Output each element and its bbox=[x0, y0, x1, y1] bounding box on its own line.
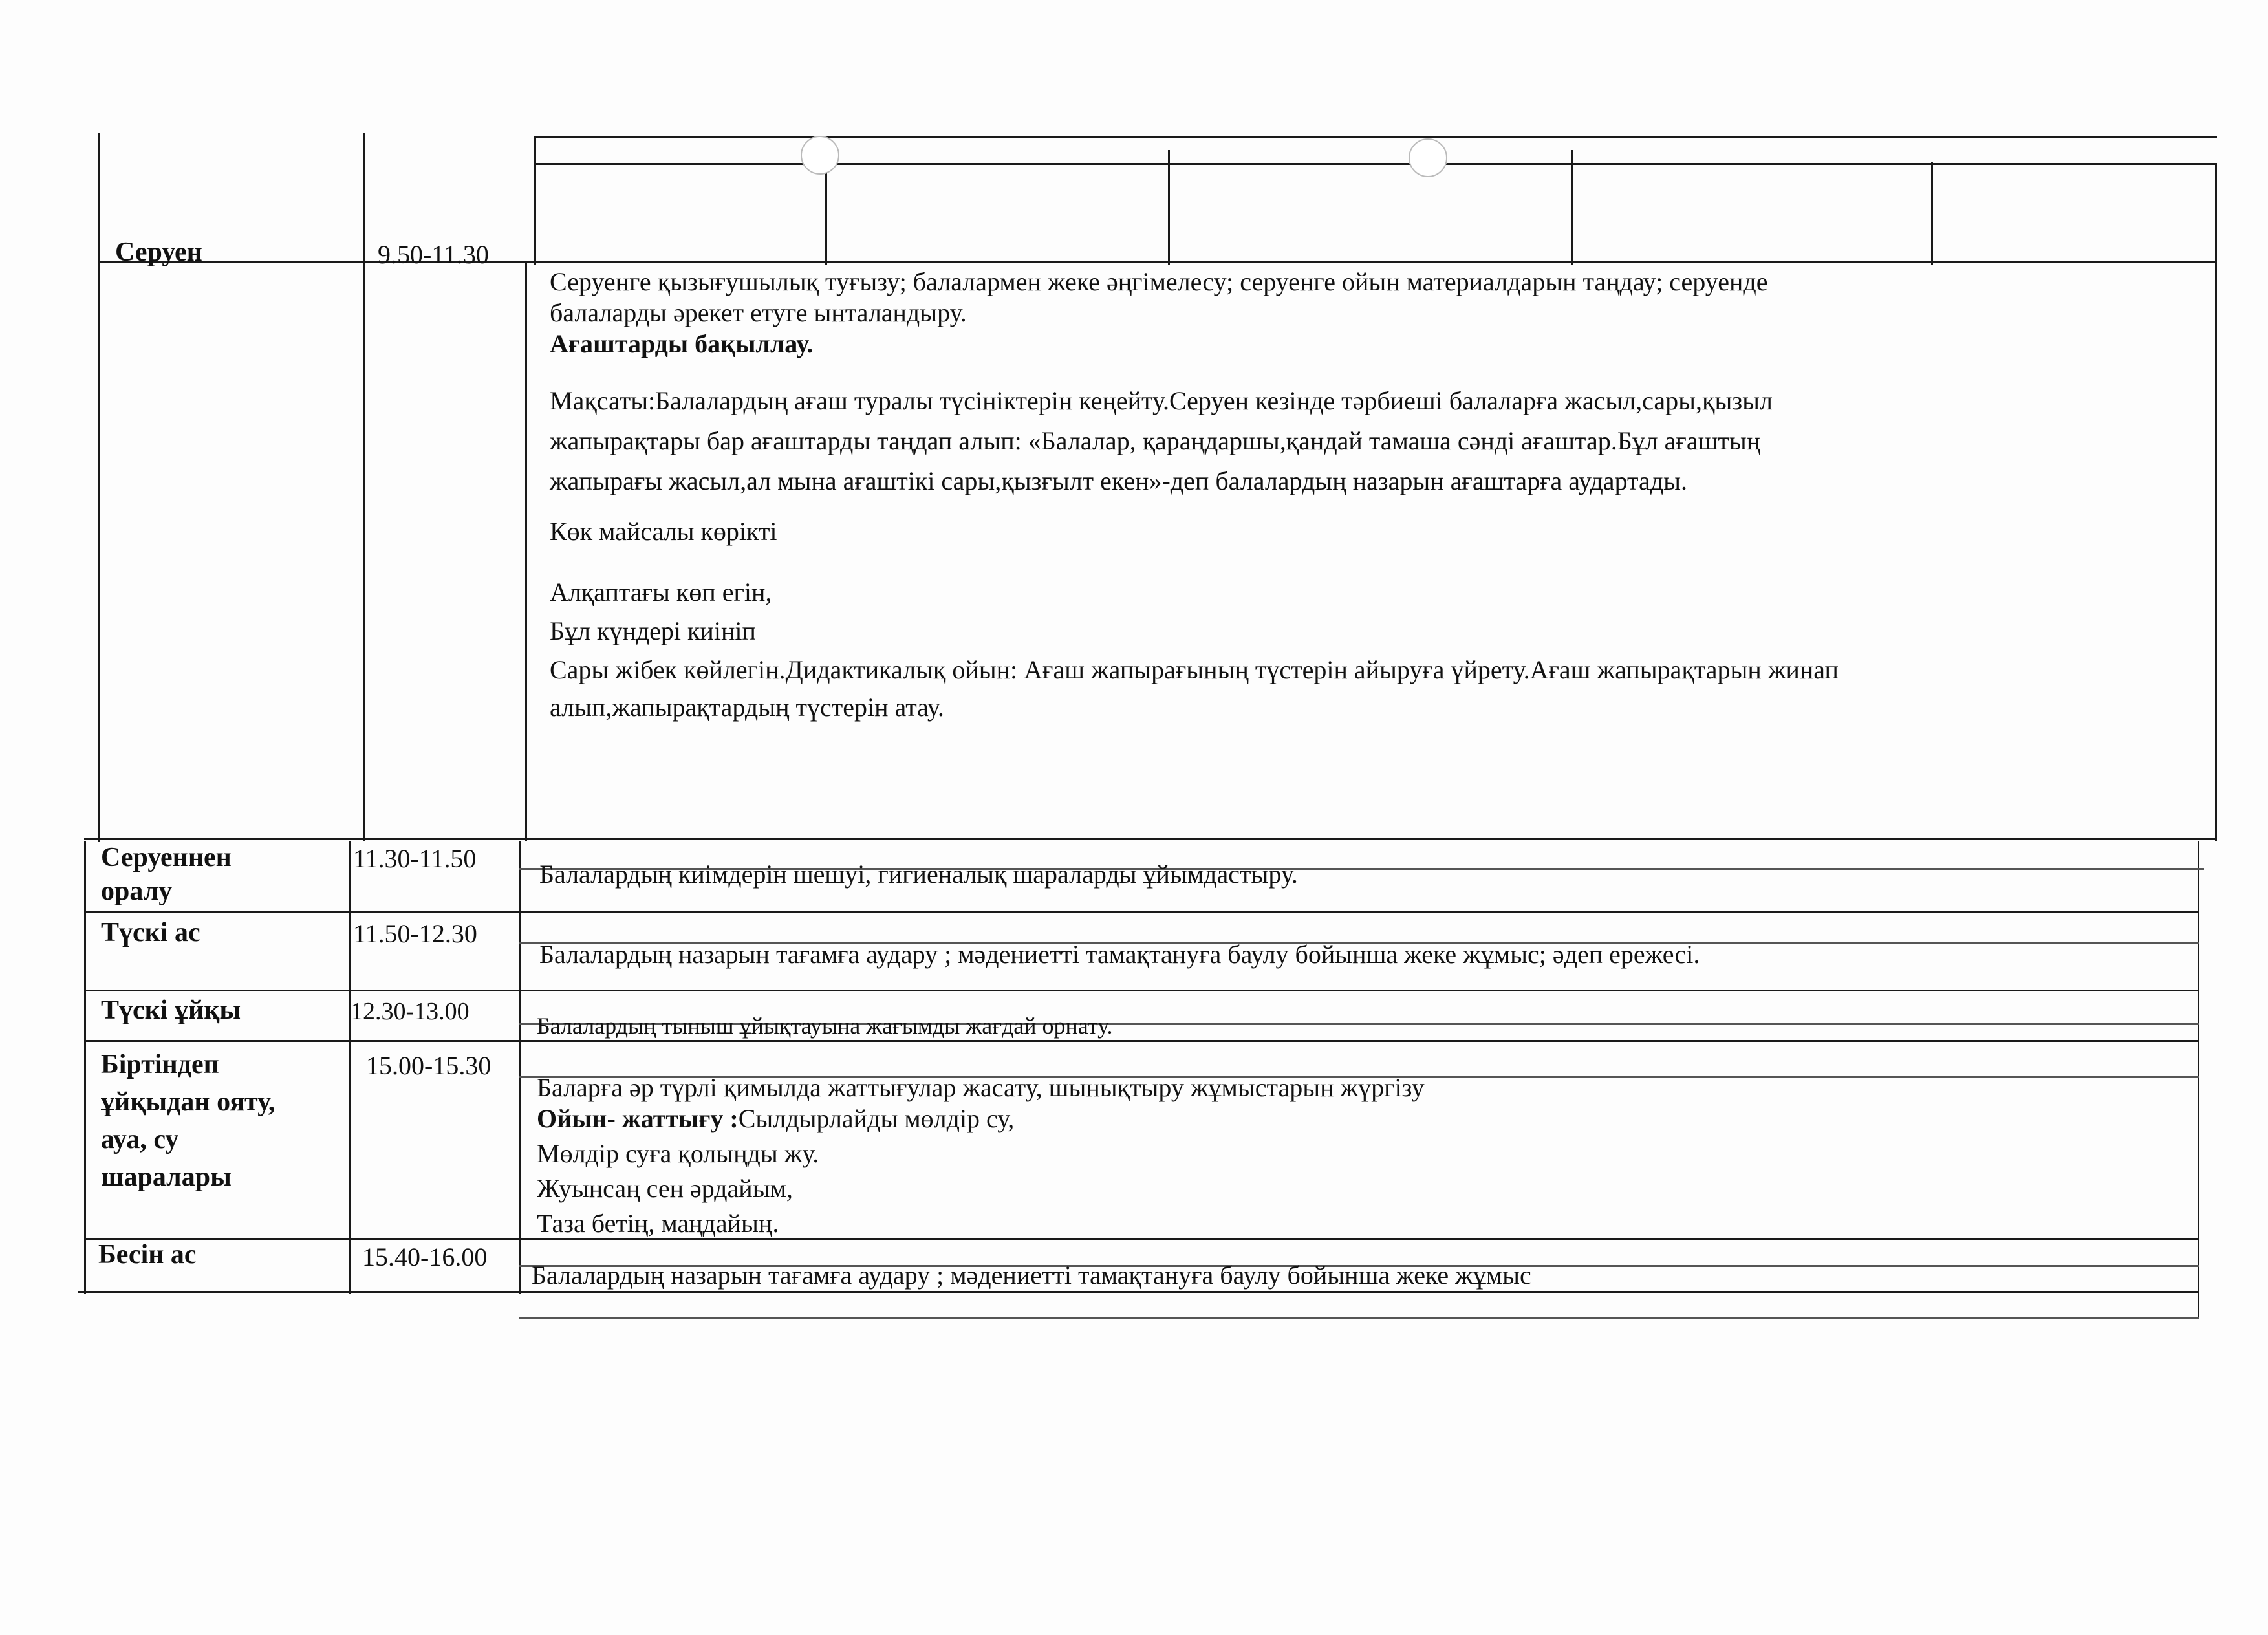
text-col-left-rule-lower bbox=[519, 841, 521, 1294]
row-text-lunch: Балалардың назарын тағамға аудару ; мәдениетті тамақтануға баулу бойынша жеке жұмыс; әдеп ережесі. bbox=[539, 940, 1700, 969]
header-col-2-rule bbox=[825, 167, 827, 265]
header-col-4-rule bbox=[1571, 150, 1573, 265]
text-line bbox=[537, 1103, 1425, 1134]
poem-line: Алқаптағы көп егін, bbox=[550, 578, 772, 607]
row-rule bbox=[84, 911, 2199, 913]
table-right-rule bbox=[2215, 262, 2217, 841]
poem-line: Бұл күндері киініп bbox=[550, 616, 756, 645]
table-left-rule bbox=[98, 133, 100, 842]
row-rule bbox=[84, 1040, 2199, 1042]
header-top-rule bbox=[535, 136, 2217, 138]
text-line: Серуенге қызығушылық туғызу; балалармен жеке әңгімелесу; серуенге ойын материалдарын таңдау; серуенде bbox=[550, 267, 1768, 296]
row-text-nap: Балалардың тыныш ұйықтауына жағымды жағдай орнату. bbox=[537, 1013, 1113, 1039]
time-col-left-rule-lower bbox=[349, 841, 351, 1294]
poem-line: Көк майсалы көрікті bbox=[550, 517, 777, 546]
row-label-lunch: Түскі ас bbox=[101, 918, 200, 947]
row-time-nap: 12.30-13.00 bbox=[351, 998, 470, 1025]
row-rule bbox=[84, 838, 2217, 840]
text-line: жапырағы жасыл,ал мына ағаштікі сары,қызғылт екен»-деп балалардың назарын ағаштарға аудартады. bbox=[550, 466, 1687, 495]
row-label-return bbox=[101, 841, 232, 908]
time-col-left-rule bbox=[363, 133, 365, 841]
game-text: Сылдырлайды мөлдір су, bbox=[738, 1104, 1015, 1133]
row-time-lunch: 11.50-12.30 bbox=[353, 919, 477, 948]
row-label-nap: Түскі ұйқы bbox=[101, 995, 241, 1025]
header-inner-top-rule bbox=[534, 163, 2217, 165]
table-bottom-rule bbox=[78, 1291, 2199, 1293]
text-line: Таза бетің, маңдайың. bbox=[537, 1209, 779, 1238]
row-text-snack: Балалардың назарын тағамға аудару ; мәдениетті тамақтануға баулу бойынша жеке жұмыс bbox=[532, 1261, 1531, 1290]
header-col-5-rule bbox=[1931, 162, 1933, 265]
text-line: Жуынсаң сен әрдайым, bbox=[537, 1174, 793, 1203]
row-text-seruen bbox=[550, 266, 1839, 723]
row-time-seruen: 9.50-11.30 bbox=[378, 240, 489, 269]
text-line: Мөлдір суға қолыңды жу. bbox=[537, 1139, 819, 1168]
row-time-return: 11.30-11.50 bbox=[353, 844, 477, 873]
table-bottom-subrule bbox=[519, 1317, 2199, 1319]
row-time-snack: 15.40-16.00 bbox=[362, 1242, 488, 1272]
header-right-rule bbox=[2215, 163, 2217, 265]
poem-line: Сары жібек көйлегін.Дидактикалық ойын: Ағаш жапырағының түстерін айыруға үйрету.Ағаш жапырақтарын жинап bbox=[550, 655, 1839, 684]
row-time-wake: 15.00-15.30 bbox=[366, 1051, 491, 1080]
text-line: жапырақтары бар ағаштарды таңдап алып: «Балалар, қараңдаршы,қандай тамаша сәнді ағаштар.Бұл ағаштың bbox=[550, 426, 1761, 455]
header-left-rule bbox=[534, 136, 536, 265]
label-line: Серуеннен bbox=[101, 843, 232, 872]
row-label-snack: Бесін ас bbox=[98, 1240, 197, 1270]
text-line: балаларды әрекет етуге ынталандыру. bbox=[550, 298, 967, 327]
label-line: оралу bbox=[101, 876, 173, 906]
row-label-wake bbox=[101, 1048, 275, 1194]
header-col-3-rule bbox=[1168, 150, 1170, 265]
punch-hole bbox=[801, 136, 839, 175]
row-text-return: Балалардың киімдерін шешуі, гигиеналық шараларды ұйымдастыру. bbox=[539, 860, 1298, 889]
game-label: Ойын- жаттығу : bbox=[537, 1104, 739, 1133]
table-left-rule-lower bbox=[84, 841, 86, 1294]
text-line: алып,жапырақтардың түстерін атау. bbox=[550, 693, 944, 722]
activity-heading: Ағаштарды бақыллау. bbox=[550, 329, 814, 358]
row-rule bbox=[84, 990, 2199, 991]
row-label-seruen: Серуен bbox=[115, 237, 202, 267]
text-line: Баларға әр түрлі қимылда жаттығулар жасату, шынықтыру жұмыстарын жүргізу bbox=[537, 1073, 1425, 1102]
label-line: ұйқыдан ояту, bbox=[101, 1087, 275, 1117]
text-col-left-rule bbox=[525, 262, 527, 841]
punch-hole bbox=[1409, 138, 1447, 177]
row-text-wake bbox=[537, 1072, 1425, 1239]
label-line: ауа, су bbox=[101, 1125, 179, 1154]
label-line: шаралары bbox=[101, 1162, 232, 1192]
text-line: Мақсаты:Балалардың ағаш туралы түсініктерін кеңейту.Серуен кезінде тәрбиеші балаларға жасыл,сары,қызыл bbox=[550, 386, 1773, 415]
label-line: Біртіндеп bbox=[101, 1050, 219, 1079]
table-right-rule-lower bbox=[2198, 841, 2199, 1319]
